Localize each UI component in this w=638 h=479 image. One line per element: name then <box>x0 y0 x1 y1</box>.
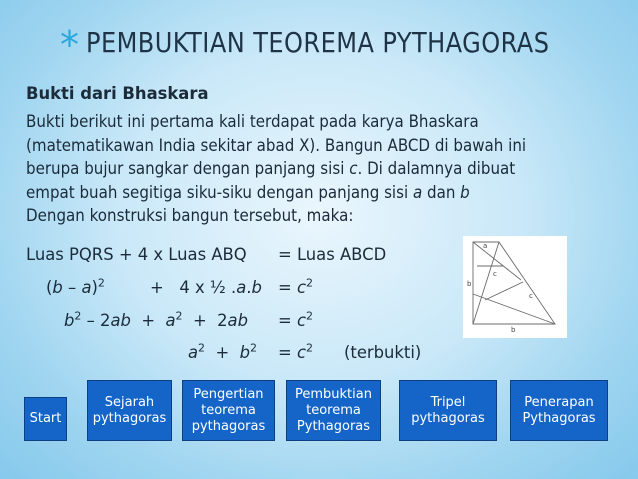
section-heading: Bukti dari Bhaskara <box>26 84 209 103</box>
navigation-bar <box>24 378 608 443</box>
equation-1-right: = Luas ABCD <box>278 245 387 264</box>
proof-paragraph <box>26 110 611 228</box>
equation-1-left: Luas PQRS + 4 x Luas ABQ <box>26 245 247 264</box>
paragraph-line-5: Dengan konstruksi bangun tersebut, maka: <box>26 206 354 225</box>
figure-label-b-bottom: b <box>511 326 516 334</box>
paragraph-line-2: (matematikawan India sekitar abad X). Bangun ABCD di bawah ini <box>26 135 527 155</box>
paragraph-line-4-text: empat buah segitiga siku-siku dengan panjang sisi a dan b <box>26 182 470 202</box>
figure-label-c2: c <box>529 292 533 300</box>
equation-3: $b^2 - 2ab + a^2 + 2ab$ <box>64 309 248 330</box>
diag-3 <box>473 294 555 324</box>
equation-4-exp2: 2 <box>250 341 258 355</box>
paragraph-line-3 <box>26 157 564 181</box>
equation-2-exp: 2 <box>97 276 105 290</box>
equation-2-right-exp: 2 <box>305 276 313 290</box>
nav-penerapan-label: Penerapan Pythagoras <box>522 394 596 426</box>
equation-1 <box>26 245 247 264</box>
paragraph-line-1: Bukti berikut ini pertama kali terdapat pada karya Bhaskara <box>26 112 479 131</box>
equation-4-right: = $c^2$ <box>278 341 313 362</box>
bhaskara-diagram <box>463 236 567 338</box>
bhaskara-diagram-svg <box>463 236 567 338</box>
equation-2-right: = $c^2$ <box>278 276 313 297</box>
nav-pembuktian-button[interactable] <box>286 380 381 441</box>
nav-sejarah-button[interactable] <box>87 380 172 441</box>
nav-pengertian-label: Pengertian teorema pythagoras <box>191 386 266 434</box>
nav-sejarah-label: Sejarah pythagoras <box>92 394 167 426</box>
slide-title: PEMBUKTIAN TEOREMA PYTHAGORAS <box>86 25 550 59</box>
bullet-asterisk-icon: * <box>60 23 79 67</box>
figure-label-b-left: b <box>467 280 472 288</box>
outer-shape <box>473 242 555 324</box>
paragraph-line-3-text: berupa bujur sangkar dengan panjang sisi c. Di dalamnya dibuat <box>26 159 516 178</box>
equation-4: $a^2 + b^2$ <box>188 341 258 362</box>
paragraph-line-4 <box>26 181 564 205</box>
slide-header <box>60 22 630 67</box>
nav-penerapan-button[interactable] <box>510 380 608 441</box>
figure-label-c: c <box>493 270 497 278</box>
nav-start-button[interactable] <box>24 397 67 441</box>
inner-line <box>485 282 523 300</box>
diag-2 <box>473 242 499 324</box>
equation-3-right-exp: 2 <box>305 309 313 323</box>
equation-2: (b – a)$^2$ <box>46 276 105 297</box>
nav-pengertian-button[interactable] <box>182 380 275 441</box>
nav-start-label: Start <box>29 411 62 426</box>
equation-3-exp2: 2 <box>175 309 183 323</box>
nav-pembuktian-label: Pembuktian teorema Pythagoras <box>295 386 372 434</box>
equation-3-right: = $c^2$ <box>278 309 313 330</box>
equation-2-mid: + 4 x ½ .a.b <box>150 278 262 297</box>
figure-label-a: a <box>483 242 488 250</box>
nav-tripel-label: Tripel pythagoras <box>411 394 485 426</box>
nav-tripel-button[interactable] <box>399 380 497 441</box>
equation-3-exp1: 2 <box>74 309 82 323</box>
equation-4-exp1: 2 <box>198 341 206 355</box>
equation-4-note: (terbukti) <box>344 343 422 362</box>
equation-4-right-exp: 2 <box>305 341 313 355</box>
